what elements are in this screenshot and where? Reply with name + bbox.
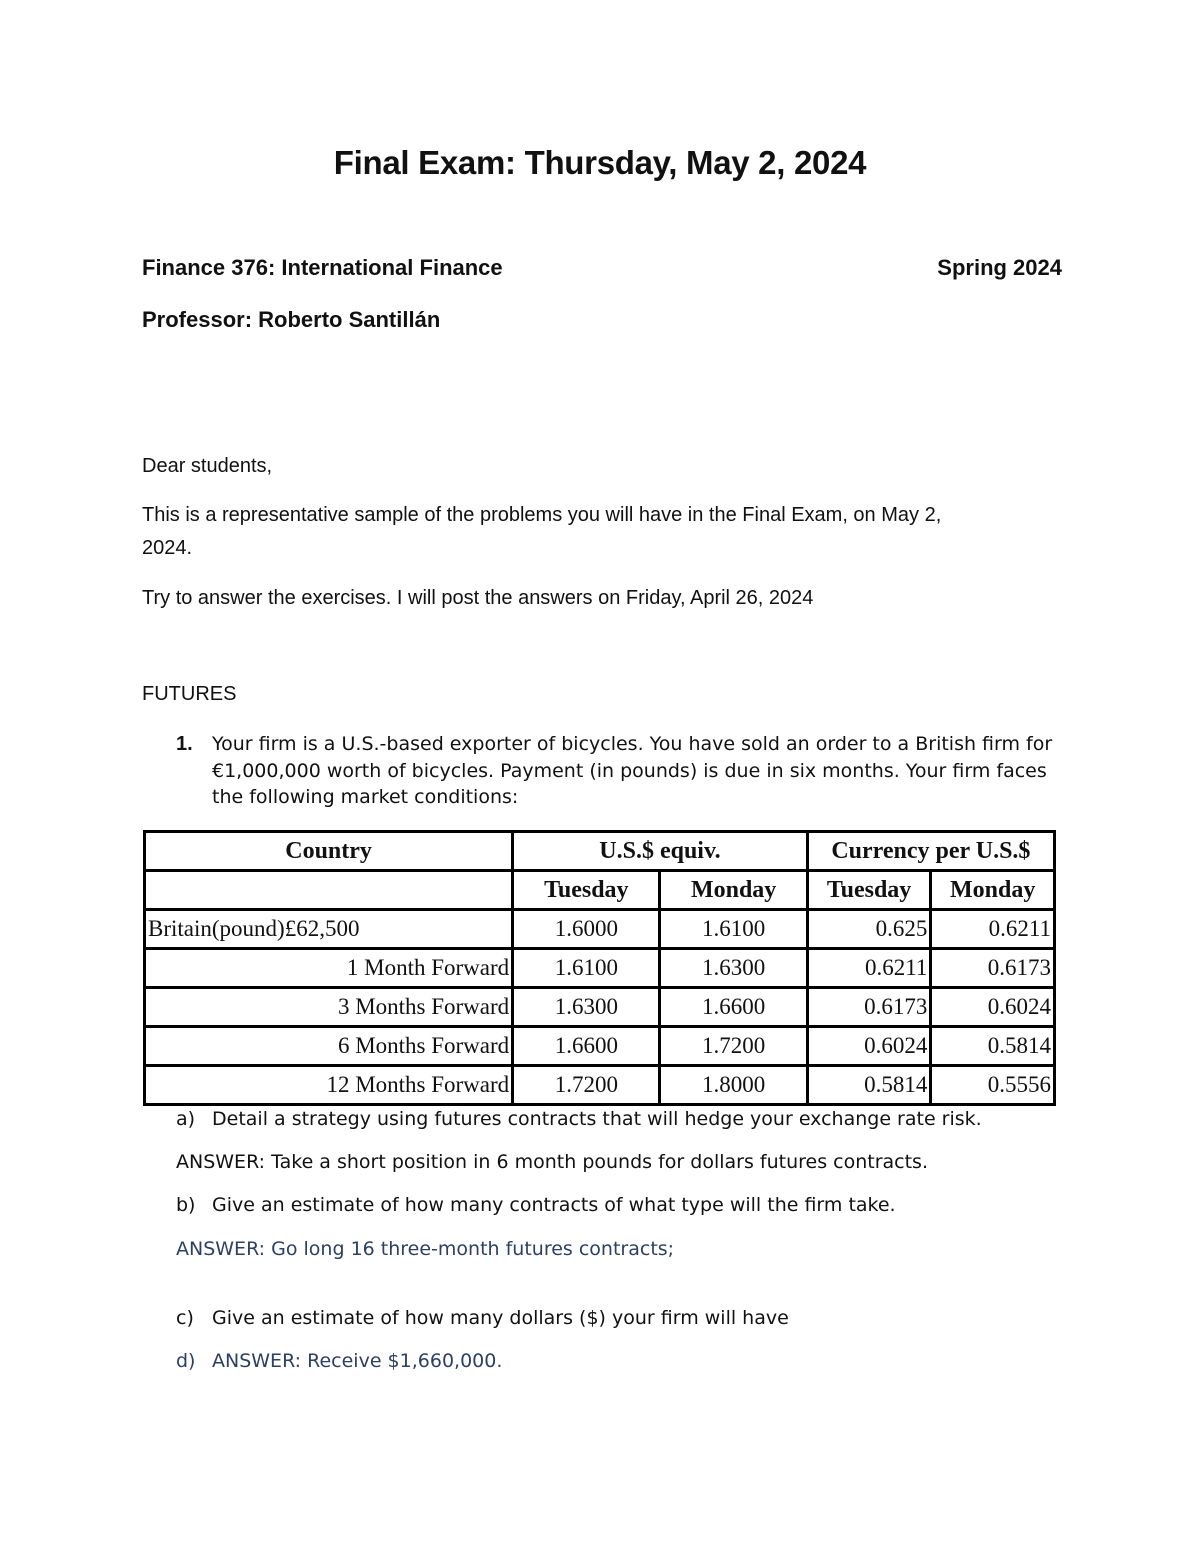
- subheader-empty: [145, 871, 513, 910]
- question-line-1: Your firm is a U.S.-based exporter of bicycles. You have sold an order to a British firm for: [212, 733, 1053, 755]
- subheader-monday-per: Monday: [931, 871, 1055, 910]
- part-b-text: Give an estimate of how many contracts of what type will the firm take.: [212, 1194, 896, 1216]
- table-row: [145, 1066, 1055, 1105]
- per-monday: 0.6024: [931, 988, 1055, 1027]
- part-d-answer: [212, 1350, 502, 1372]
- per-monday: 0.6173: [931, 949, 1055, 988]
- course-name: Finance 376: International Finance: [142, 255, 503, 280]
- table-row: [145, 910, 1055, 949]
- professor: Professor: Roberto Santillán: [142, 307, 441, 332]
- intro-line-1: This is a representative sample of the problems you will have in the Final Exam, on May 2,: [142, 504, 942, 526]
- instructions: Try to answer the exercises. I will post the answers on Friday, April 26, 2024: [142, 587, 814, 609]
- usd-tuesday: 1.6100: [513, 949, 660, 988]
- answer-label: ANSWER:: [212, 1350, 302, 1372]
- answer-text: Receive $1,660,000.: [301, 1350, 503, 1372]
- intro-line-2: 2024.: [142, 537, 193, 559]
- subheader-tuesday-usd: Tuesday: [513, 871, 660, 910]
- per-tuesday: 0.6173: [807, 988, 931, 1027]
- per-tuesday: 0.6024: [807, 1027, 931, 1066]
- usd-monday: 1.7200: [660, 1027, 807, 1066]
- header-usd-equiv: U.S.$ equiv.: [513, 832, 808, 871]
- part-a-answer: [176, 1151, 928, 1173]
- part-b-answer: [176, 1238, 674, 1260]
- table-header-row: [145, 832, 1055, 871]
- row-label: 3 Months Forward: [145, 988, 513, 1027]
- table-row: [145, 988, 1055, 1027]
- part-a-marker: a): [176, 1108, 196, 1130]
- question-number: 1.: [176, 733, 193, 755]
- per-tuesday: 0.6211: [807, 949, 931, 988]
- usd-tuesday: 1.6300: [513, 988, 660, 1027]
- row-label: Britain(pound)£62,500: [145, 910, 513, 949]
- usd-monday: 1.6300: [660, 949, 807, 988]
- row-label: 1 Month Forward: [145, 949, 513, 988]
- answer-text: Take a short position in 6 month pounds for dollars futures contracts.: [265, 1151, 928, 1173]
- usd-tuesday: 1.7200: [513, 1066, 660, 1105]
- table-subheader-row: [145, 871, 1055, 910]
- part-c-marker: c): [176, 1307, 194, 1329]
- usd-tuesday: 1.6000: [513, 910, 660, 949]
- part-d-marker: d): [176, 1350, 196, 1372]
- usd-monday: 1.8000: [660, 1066, 807, 1105]
- part-c-text: Give an estimate of how many dollars ($) your firm will have: [212, 1307, 789, 1329]
- answer-label: ANSWER:: [176, 1151, 266, 1173]
- per-tuesday: 0.5814: [807, 1066, 931, 1105]
- term: Spring 2024: [937, 255, 1062, 280]
- usd-tuesday: 1.6600: [513, 1027, 660, 1066]
- subheader-monday-usd: Monday: [660, 871, 807, 910]
- subheader-tuesday-per: Tuesday: [807, 871, 931, 910]
- usd-monday: 1.6600: [660, 988, 807, 1027]
- page-title: Final Exam: Thursday, May 2, 2024: [333, 144, 867, 181]
- table-row: [145, 1027, 1055, 1066]
- per-monday: 0.5814: [931, 1027, 1055, 1066]
- part-b-marker: b): [176, 1194, 196, 1216]
- answer-label: ANSWER:: [176, 1238, 266, 1260]
- row-label: 6 Months Forward: [145, 1027, 513, 1066]
- part-a-text: Detail a strategy using futures contracts that will hedge your exchange rate risk.: [212, 1108, 982, 1130]
- usd-monday: 1.6100: [660, 910, 807, 949]
- per-monday: 0.5556: [931, 1066, 1055, 1105]
- answer-text: Go long 16 three-month futures contracts;: [265, 1238, 675, 1260]
- per-tuesday: 0.625: [807, 910, 931, 949]
- question-line-3: the following market conditions:: [212, 786, 519, 808]
- header-country: Country: [145, 832, 513, 871]
- table-row: [145, 949, 1055, 988]
- row-label: 12 Months Forward: [145, 1066, 513, 1105]
- per-monday: 0.6211: [931, 910, 1055, 949]
- greeting: Dear students,: [142, 455, 273, 477]
- exchange-rate-table: [143, 830, 1056, 1106]
- question-line-2: €1,000,000 worth of bicycles. Payment (in pounds) is due in six months. Your firm faces: [212, 760, 1047, 782]
- section-heading: FUTURES: [142, 683, 237, 705]
- header-currency-per-usd: Currency per U.S.$: [807, 832, 1054, 871]
